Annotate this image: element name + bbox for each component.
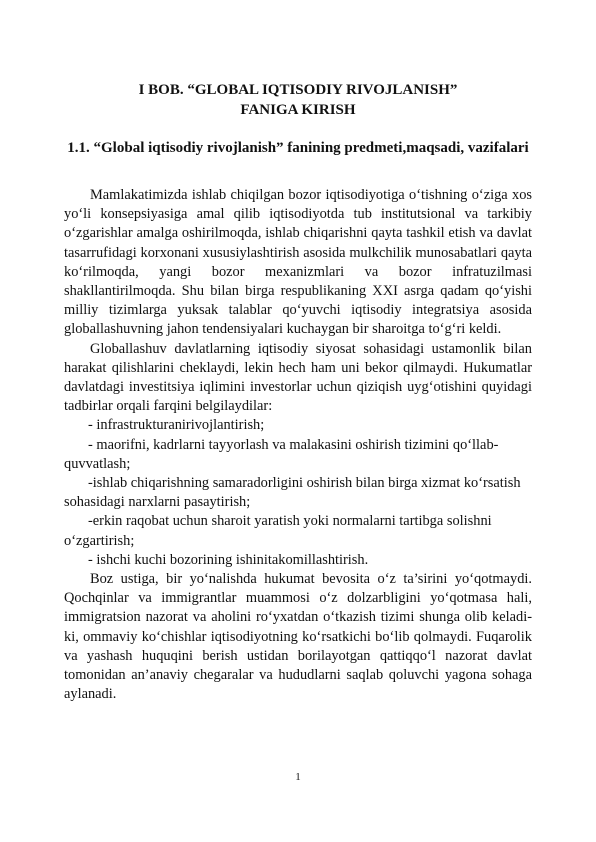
chapter-title-line1: I BOB. “GLOBAL IQTISODIY RIVOJLANISH” xyxy=(138,82,458,98)
list-item: -erkin raqobat uchun sharoit yaratish yoki normalarni tartibga solishni o‘zgartirish; xyxy=(64,513,492,549)
list-item: -ishlab chiqarishning samaradorligini oshirish bilan birga xizmat ko‘rsatish sohasidagi narxlarni pasaytirish; xyxy=(64,475,521,511)
list-item: - ishchi kuchi bozorining ishinitakomillashtirish. xyxy=(88,551,369,568)
chapter-title xyxy=(60,80,536,120)
list-item: - infrastrukturanirivojlantirish; xyxy=(88,417,265,434)
list-item: - maorifni, kadrlarni tayyorlash va malakasini oshirish tizimini qo‘llab-quvvatlash; xyxy=(64,436,499,472)
body-text xyxy=(64,186,532,704)
paragraph: Mamlakatimizda ishlab chiqilgan bozor iqtisodiyotiga o‘tishning o‘ziga xos yo‘li konsepsiyasiga amal qilib iqtisodiyotda tub institutsional va tarkibiy o‘zgarishlar amalga oshirilmoqda, ishlab chiqarishni qayta tashkil etish va davlat tasarrufidagi korxonani xususiylashtirish asosida mulkchilik munosabatlari qayta ko‘rilmoqda, yangi bozor mexanizmlari va bozor infratuzilmasi shakllantirilmoqda. Shu bilan birga respublikaning XXI asrga qadam qo‘yishi milliy tizimlarga yuksak talablar qo‘yuvchi iqtisodiy integratsiya asosida globallashuvning jahon tendensiyalari kuchaygan bir sharoitga to‘g‘ri keldi. xyxy=(64,187,532,338)
section-title: 1.1. “Global iqtisodiy rivojlanish” fanining predmeti,maqsadi, vazifalari xyxy=(67,140,529,156)
page-number: 1 xyxy=(295,771,301,783)
paragraph: Globallashuv davlatlarning iqtisodiy siyosat sohasidagi ustamonlik bilan harakat qilishlarini cheklaydi, lekin hech ham uni bekor qilmaydi. Hukumatlar davlatdagi investitsiya iqlimini investorlar uchun qiziqish uyg‘otishini quyidagi tadbirlar orqali farqini belgilaydilar: xyxy=(64,340,532,415)
paragraph: Boz ustiga, bir yo‘nalishda hukumat bevosita o‘z ta’sirini yo‘qotmaydi. Qochqinlar va immigrantlar muammosi o‘z dolzarbligini yo‘qotmasa hali, immigratsion nazorat va aholini ro‘yxatdan o‘tkazish tizimi shunga olib keladi-ki, ommaviy ko‘chishlar iqtisodiyotning ko‘rsatkichi bo‘lib qolmaydi. Fuqarolik va yashash huquqini berish ustidan borilayotgan qattiqqo‘l nazorat davlat tomonidan an’anaviy chegaralar va hududlarni saqlab qoluvchi yagona sohaga aylanadi. xyxy=(64,571,532,703)
chapter-title-line2: FANIGA KIRISH xyxy=(240,102,356,118)
